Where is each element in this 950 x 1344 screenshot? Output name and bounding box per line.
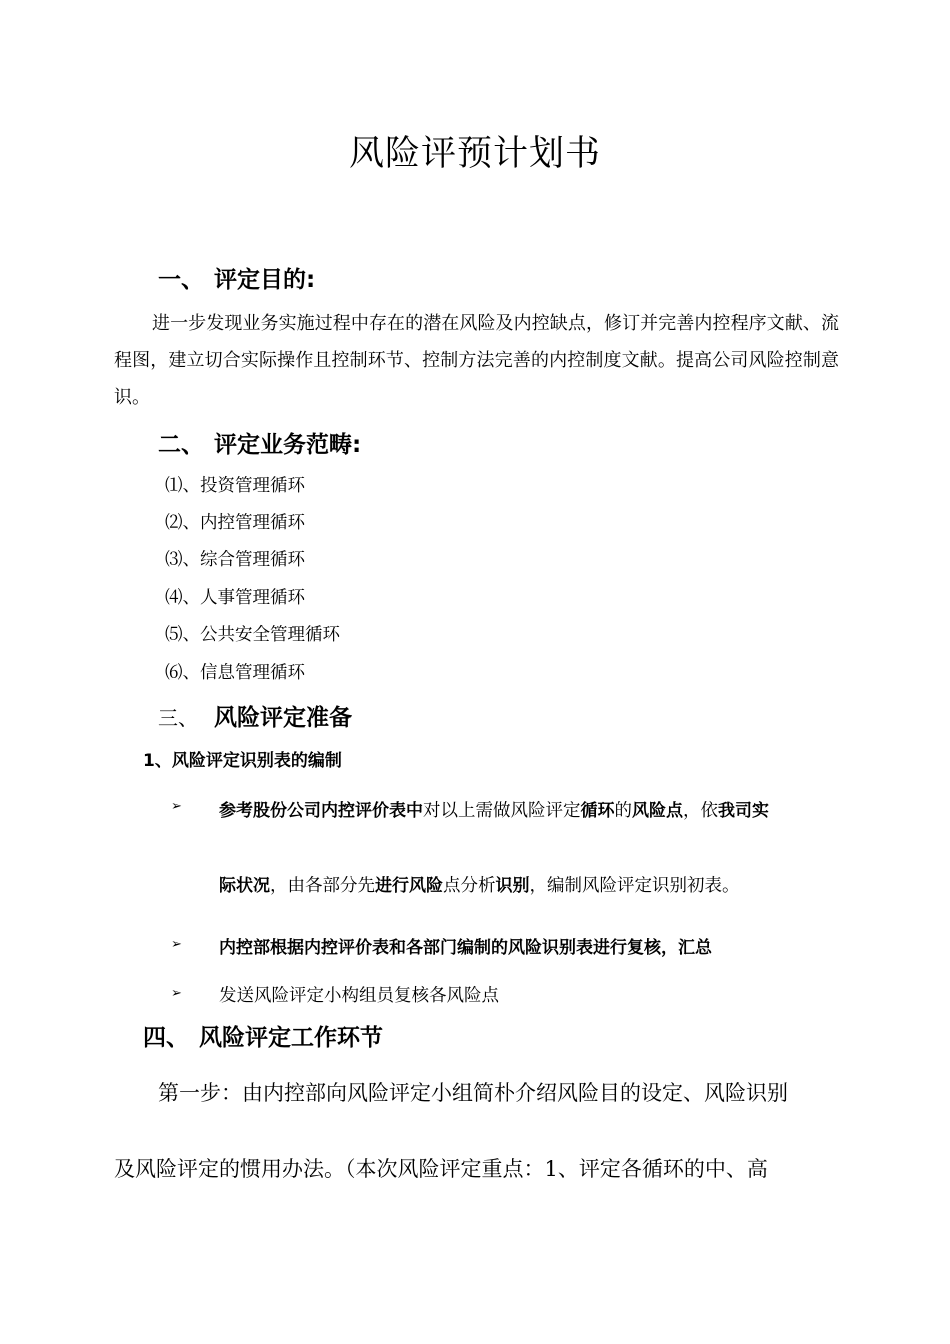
bullet-arrow-icon: ➢ <box>171 937 182 952</box>
section-4-line-1: 第一步：由内控部向风险评定小组简朴介绍风险目的设定、风险识别 <box>158 1081 788 1105</box>
section-4-title: 风险评定工作环节 <box>199 1025 383 1051</box>
scope-item-3: ⑶、综合管理循环 <box>165 550 305 570</box>
section-2-title: 评定业务范畴: <box>214 432 362 458</box>
page-title: 风险评预计划书 <box>348 134 601 174</box>
bullet-3: 发送风险评定小构组员复核各风险点 <box>219 986 499 1006</box>
scope-item-6: ⑹、信息管理循环 <box>165 663 305 683</box>
section-1-heading <box>158 261 315 294</box>
section-1-paragraph: 进一步发现业务实施过程中存在的潜在风险及内控缺点，修订并完善内控程序文献、流程图，建立切合实际操作且控制环节、控制方法完善的内控制度文献。提高公司风险控制意识。 <box>114 313 839 408</box>
section-2-heading <box>158 426 361 459</box>
scope-item-4: ⑷、人事管理循环 <box>165 588 305 608</box>
bullet-1-line-2: 际状况，由各部分先进行风险点分析识别，编制风险评定识别初表。 <box>219 876 740 896</box>
bullet-1-line-1: 参考股份公司内控评价表中对以上需做风险评定循环的风险点，依我司实 <box>219 801 769 821</box>
section-4-heading <box>143 1019 383 1052</box>
bullet-arrow-icon: ➢ <box>171 799 182 814</box>
section-2-number: 二、 <box>158 432 204 458</box>
section-3-title: 风险评定准备 <box>214 705 352 731</box>
bullet-arrow-icon: ➢ <box>171 986 182 1001</box>
section-1-number: 一、 <box>158 267 204 293</box>
section-4-line-2: 及风险评定的惯用办法。（本次风险评定重点：1、评定各循环的中、高 <box>114 1157 768 1181</box>
scope-item-1: ⑴、投资管理循环 <box>165 476 305 496</box>
bullet-2: 内控部根据内控评价表和各部门编制的风险识别表进行复核，汇总 <box>219 938 712 958</box>
scope-item-2: ⑵、内控管理循环 <box>165 513 305 533</box>
section-3-number: 三、 <box>158 706 198 730</box>
section-1-title: 评定目的: <box>214 267 316 293</box>
section-4-number: 四、 <box>143 1025 189 1051</box>
section-3-heading <box>158 699 352 732</box>
section-3-subheading: 1、风险评定识别表的编制 <box>143 751 342 771</box>
scope-item-5: ⑸、公共安全管理循环 <box>165 625 340 645</box>
